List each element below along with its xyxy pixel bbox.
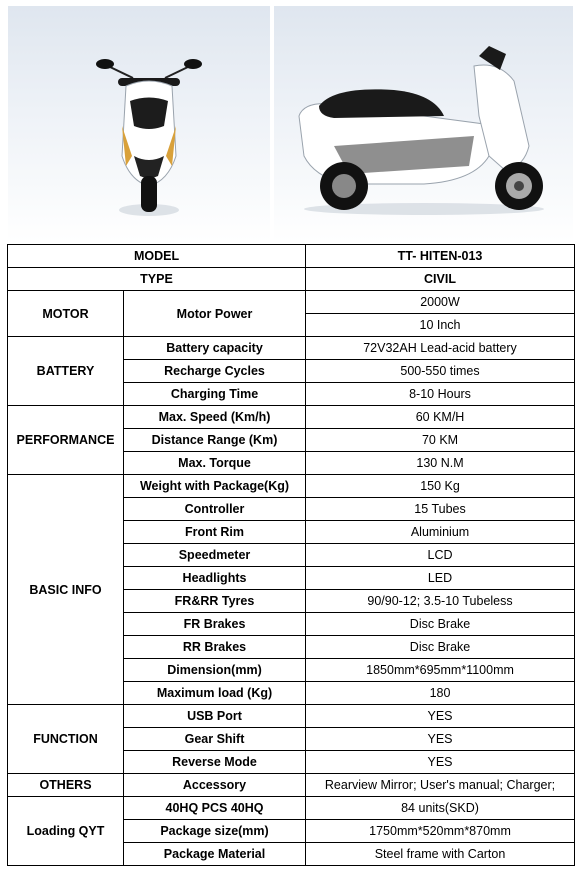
spec-label: Package size(mm) [124, 820, 306, 843]
spec-value: 1750mm*520mm*870mm [306, 820, 575, 843]
spec-label: Motor Power [124, 291, 306, 337]
scooter-side-view-image [274, 6, 573, 242]
spec-label: Controller [124, 498, 306, 521]
spec-label: Front Rim [124, 521, 306, 544]
section-header-others: OTHERS [8, 774, 124, 797]
table-row-type [8, 268, 575, 291]
spec-value: Disc Brake [306, 636, 575, 659]
spec-value: YES [306, 751, 575, 774]
table-row [8, 797, 575, 820]
section-header-motor: MOTOR [8, 291, 124, 337]
spec-label: Charging Time [124, 383, 306, 406]
spec-label: Battery capacity [124, 337, 306, 360]
spec-label: Weight with Package(Kg) [124, 475, 306, 498]
table-row [8, 337, 575, 360]
spec-label: RR Brakes [124, 636, 306, 659]
spec-value: 500-550 times [306, 360, 575, 383]
spec-label: Gear Shift [124, 728, 306, 751]
specifications-table [7, 244, 575, 866]
spec-value: 90/90-12; 3.5-10 Tubeless [306, 590, 575, 613]
spec-value: Steel frame with Carton [306, 843, 575, 866]
spec-value: 70 KM [306, 429, 575, 452]
spec-label: Distance Range (Km) [124, 429, 306, 452]
spec-label: Package Material [124, 843, 306, 866]
section-header-function: FUNCTION [8, 705, 124, 774]
table-row [8, 705, 575, 728]
spec-value: 8-10 Hours [306, 383, 575, 406]
type-label: TYPE [8, 268, 306, 291]
spec-value: 15 Tubes [306, 498, 575, 521]
spec-label: Accessory [124, 774, 306, 797]
spec-label: Recharge Cycles [124, 360, 306, 383]
spec-value: Disc Brake [306, 613, 575, 636]
spec-value: Rearview Mirror; User's manual; Charger; [306, 774, 575, 797]
spec-label: Headlights [124, 567, 306, 590]
table-row-model [8, 245, 575, 268]
spec-value: 60 KM/H [306, 406, 575, 429]
spec-value: 10 Inch [306, 314, 575, 337]
spec-label: FR Brakes [124, 613, 306, 636]
section-header-loading-qyt: Loading QYT [8, 797, 124, 866]
scooter-front-view-image [8, 6, 270, 242]
table-row [8, 406, 575, 429]
section-header-performance: PERFORMANCE [8, 406, 124, 475]
section-header-basic-info: BASIC INFO [8, 475, 124, 705]
table-row [8, 291, 575, 314]
table-row [8, 774, 575, 797]
spec-value: 1850mm*695mm*1100mm [306, 659, 575, 682]
model-label: MODEL [8, 245, 306, 268]
spec-value: Aluminium [306, 521, 575, 544]
table-row [8, 475, 575, 498]
spec-label: Max. Torque [124, 452, 306, 475]
spec-label: Max. Speed (Km/h) [124, 406, 306, 429]
spec-label: Maximum load (Kg) [124, 682, 306, 705]
spec-label: USB Port [124, 705, 306, 728]
spec-value: 150 Kg [306, 475, 575, 498]
model-value: TT- HITEN-013 [306, 245, 575, 268]
spec-value: LED [306, 567, 575, 590]
spec-label: Reverse Mode [124, 751, 306, 774]
spec-value: 72V32AH Lead-acid battery [306, 337, 575, 360]
spec-value: 2000W [306, 291, 575, 314]
spec-label: Dimension(mm) [124, 659, 306, 682]
spec-label: FR&RR Tyres [124, 590, 306, 613]
spec-value: YES [306, 705, 575, 728]
spec-label: Speedmeter [124, 544, 306, 567]
section-header-battery: BATTERY [8, 337, 124, 406]
type-value: CIVIL [306, 268, 575, 291]
spec-label: 40HQ PCS 40HQ [124, 797, 306, 820]
product-photos [0, 0, 581, 244]
spec-value: 180 [306, 682, 575, 705]
spec-value: YES [306, 728, 575, 751]
spec-value: 84 units(SKD) [306, 797, 575, 820]
spec-value: LCD [306, 544, 575, 567]
spec-value: 130 N.M [306, 452, 575, 475]
